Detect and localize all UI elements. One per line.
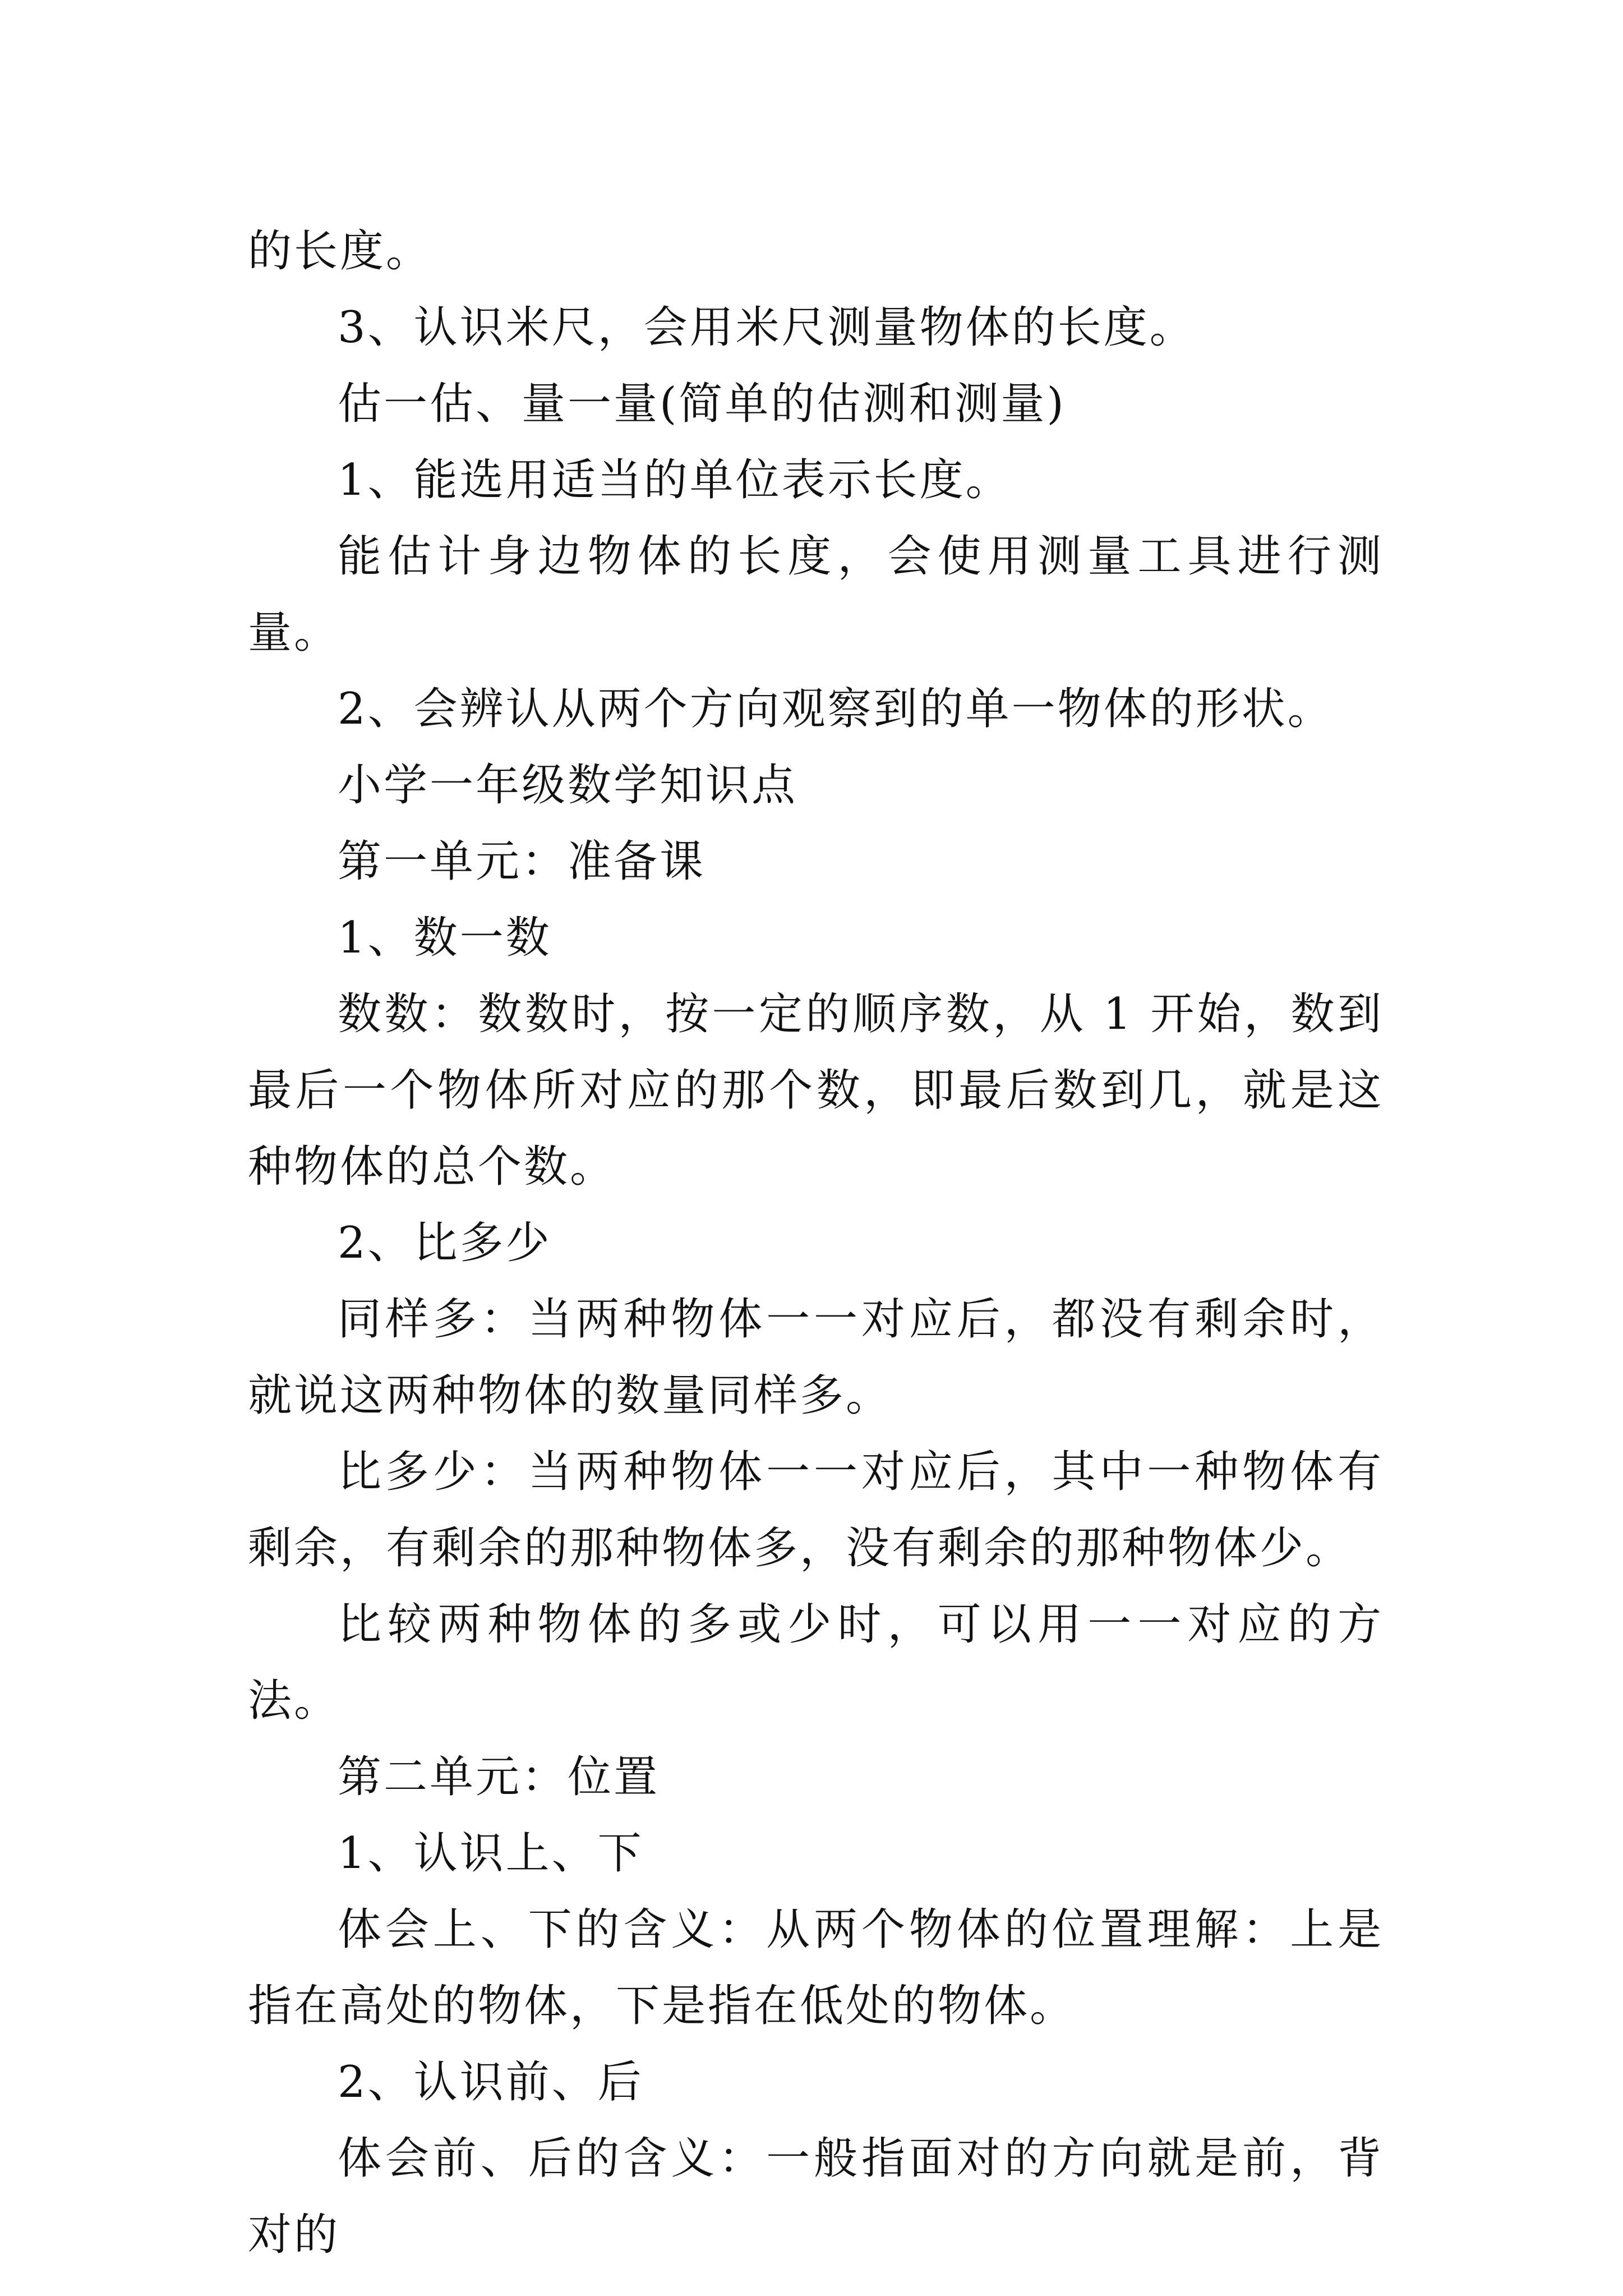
subheading: 2、认识前、后	[338, 2057, 644, 2108]
paragraph-5: 能估计身边物体的长度，会使用测量工具进行测量。	[248, 531, 1384, 658]
document-body	[248, 213, 1384, 2273]
paragraph-10: 数数：数数时，按一定的顺序数，从 1 开始，数到最后一个物体所对应的那个数，即最后数到几，就是这种物体的总个数。	[248, 989, 1384, 1192]
paragraph-2: 3、认识米尺，会用米尺测量物体的长度。	[338, 302, 1196, 353]
subheading: 2、比多少	[338, 1218, 552, 1268]
subheading: 1、认识上、下	[338, 1828, 644, 1879]
paragraph-12: 同样多：当两种物体一一对应后，都没有剩余时，就说这两种物体的数量同样多。	[248, 1294, 1384, 1421]
unit-heading: 第二单元：位置	[338, 1752, 660, 1802]
subheading: 1、数一数	[338, 913, 552, 963]
paragraph-13: 比多少：当两种物体一一对应后，其中一种物体有剩余，有剩余的那种物体多，没有剩余的那种物体少。	[248, 1447, 1384, 1573]
paragraph-14: 比较两种物体的多或少时，可以用一一对应的方法。	[248, 1599, 1384, 1726]
paragraph-19: 体会前、后的含义：一般指面对的方向就是前，背对的	[248, 2133, 1384, 2260]
paragraph-4: 1、能选用适当的单位表示长度。	[338, 455, 1012, 505]
paragraph-3: 估一估、量一量(简单的估测和测量)	[338, 379, 1066, 429]
paragraph-1: 的长度。	[248, 226, 432, 277]
paragraph-17: 体会上、下的含义：从两个物体的位置理解：上是指在高处的物体，下是指在低处的物体。	[248, 1904, 1384, 2031]
paragraph-6: 2、会辨认从两个方向观察到的单一物体的形状。	[338, 684, 1334, 734]
section-heading: 小学一年级数学知识点	[338, 760, 798, 811]
unit-heading: 第一单元：准备课	[338, 836, 706, 887]
